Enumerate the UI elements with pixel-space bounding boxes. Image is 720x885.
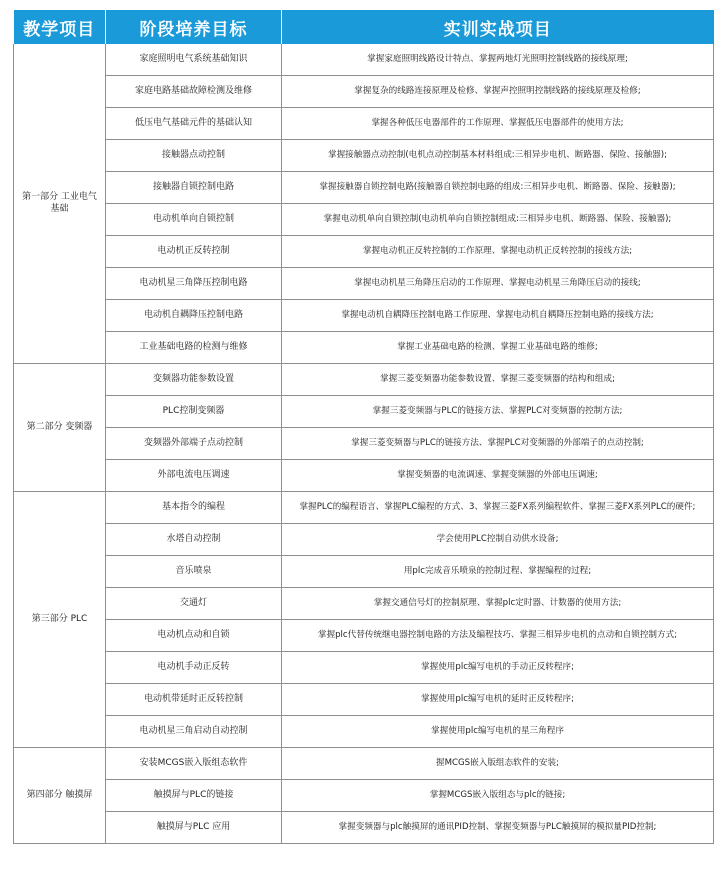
stage-goal-cell: 接触器点动控制	[106, 140, 282, 172]
table-row	[14, 748, 714, 780]
stage-goal-cell: 电动机星三角启动自动控制	[106, 716, 282, 748]
table-row	[14, 300, 714, 332]
table-body	[14, 44, 714, 844]
practical-project-cell: 掌握变频器与plc触摸屏的通讯PID控制、掌握变频器与PLC触摸屏的模拟量PID控制;	[282, 812, 714, 844]
table-row	[14, 620, 714, 652]
header-practical-project: 实训实战项目	[282, 10, 714, 44]
table-row	[14, 204, 714, 236]
table-row	[14, 812, 714, 844]
header-teaching-project: 教学项目	[14, 10, 106, 44]
table-row	[14, 332, 714, 364]
practical-project-cell: 掌握使用plc编写电机的延时正反转程序;	[282, 684, 714, 716]
table-row	[14, 780, 714, 812]
practical-project-cell: 掌握变频器的电流调速、掌握变频器的外部电压调速;	[282, 460, 714, 492]
table-row	[14, 684, 714, 716]
table-row	[14, 268, 714, 300]
stage-goal-cell: 家庭电路基础故障检测及维修	[106, 76, 282, 108]
practical-project-cell: 握MCGS嵌入版组态软件的安装;	[282, 748, 714, 780]
stage-goal-cell: 电动机正反转控制	[106, 236, 282, 268]
practical-project-cell: 掌握电动机星三角降压启动的工作原理、掌握电动机星三角降压启动的接线;	[282, 268, 714, 300]
table-row	[14, 556, 714, 588]
practical-project-cell: 用plc完成音乐喷泉的控制过程、掌握编程的过程;	[282, 556, 714, 588]
table-row	[14, 588, 714, 620]
stage-goal-cell: 变频器功能参数设置	[106, 364, 282, 396]
practical-project-cell: 掌握三菱变频器与PLC的链接方法、掌握PLC对变频器的控制方法;	[282, 396, 714, 428]
practical-project-cell: 掌握各种低压电器部件的工作原理、掌握低压电器部件的使用方法;	[282, 108, 714, 140]
table-row	[14, 140, 714, 172]
stage-goal-cell: 电动机自耦降压控制电路	[106, 300, 282, 332]
practical-project-cell: 掌握接触器点动控制(电机点动控制基本材料组成:三相异步电机、断路器、保险、接触器);	[282, 140, 714, 172]
stage-goal-cell: 触摸屏与PLC的链接	[106, 780, 282, 812]
stage-goal-cell: 变频器外部端子点动控制	[106, 428, 282, 460]
practical-project-cell: 掌握电动机正反转控制的工作原理、掌握电动机正反转控制的接线方法;	[282, 236, 714, 268]
practical-project-cell: 掌握三菱变频器功能参数设置、掌握三菱变频器的结构和组成;	[282, 364, 714, 396]
practical-project-cell: 掌握复杂的线路连接原理及检修、掌握声控照明控制线路的接线原理及检修;	[282, 76, 714, 108]
practical-project-cell: 掌握交通信号灯的控制原理、掌握plc定时器、计数器的使用方法;	[282, 588, 714, 620]
table-row	[14, 44, 714, 76]
stage-goal-cell: 交通灯	[106, 588, 282, 620]
stage-goal-cell: 电动机手动正反转	[106, 652, 282, 684]
practical-project-cell: 掌握三菱变频器与PLC的链接方法、掌握PLC对变频器的外部端子的点动控制;	[282, 428, 714, 460]
curriculum-table	[13, 10, 714, 844]
table-row	[14, 652, 714, 684]
table-row	[14, 108, 714, 140]
header-stage-goal: 阶段培养目标	[106, 10, 282, 44]
practical-project-cell: 掌握接触器自锁控制电路(接触器自锁控制电路的组成:三相异步电机、断路器、保险、接触器);	[282, 172, 714, 204]
stage-goal-cell: PLC控制变频器	[106, 396, 282, 428]
section-title: 第四部分 触摸屏	[14, 748, 106, 844]
practical-project-cell: 掌握MCGS嵌入版组态与plc的链接;	[282, 780, 714, 812]
table-row	[14, 460, 714, 492]
practical-project-cell: 掌握使用plc编写电机的手动正反转程序;	[282, 652, 714, 684]
table-row	[14, 364, 714, 396]
stage-goal-cell: 电动机带延时正反转控制	[106, 684, 282, 716]
practical-project-cell: 学会使用PLC控制自动供水设备;	[282, 524, 714, 556]
stage-goal-cell: 电动机单向自锁控制	[106, 204, 282, 236]
practical-project-cell: 掌握工业基础电路的检测、掌握工业基础电路的维修;	[282, 332, 714, 364]
table-header	[14, 10, 714, 44]
stage-goal-cell: 音乐喷泉	[106, 556, 282, 588]
stage-goal-cell: 触摸屏与PLC 应用	[106, 812, 282, 844]
practical-project-cell: 掌握家庭照明线路设计特点、掌握两地灯光照明控制线路的接线原理;	[282, 44, 714, 76]
table-row	[14, 524, 714, 556]
practical-project-cell: 掌握使用plc编写电机的星三角程序	[282, 716, 714, 748]
stage-goal-cell: 家庭照明电气系统基础知识	[106, 44, 282, 76]
table-row	[14, 396, 714, 428]
stage-goal-cell: 外部电流电压调速	[106, 460, 282, 492]
table-row	[14, 172, 714, 204]
section-title: 第一部分 工业电气基础	[14, 44, 106, 364]
stage-goal-cell: 电动机点动和自锁	[106, 620, 282, 652]
stage-goal-cell: 工业基础电路的检测与维修	[106, 332, 282, 364]
table-row	[14, 76, 714, 108]
stage-goal-cell: 接触器自锁控制电路	[106, 172, 282, 204]
table-row	[14, 492, 714, 524]
section-title: 第二部分 变频器	[14, 364, 106, 492]
header-row	[14, 10, 714, 44]
table-row	[14, 236, 714, 268]
practical-project-cell: 掌握PLC的编程语言、掌握PLC编程的方式、3、掌握三菱FX系列编程软件、掌握三菱FX系列PLC的硬件;	[282, 492, 714, 524]
practical-project-cell: 掌握plc代替传统继电器控制电路的方法及编程技巧、掌握三相异步电机的点动和自锁控制方式;	[282, 620, 714, 652]
table-row	[14, 716, 714, 748]
table-row	[14, 428, 714, 460]
section-title: 第三部分 PLC	[14, 492, 106, 748]
stage-goal-cell: 基本指令的编程	[106, 492, 282, 524]
stage-goal-cell: 安装MCGS嵌入版组态软件	[106, 748, 282, 780]
stage-goal-cell: 水塔自动控制	[106, 524, 282, 556]
stage-goal-cell: 低压电气基础元件的基础认知	[106, 108, 282, 140]
practical-project-cell: 掌握电动机单向自锁控制(电动机单向自锁控制组成:三相异步电机、断路器、保险、接触器);	[282, 204, 714, 236]
stage-goal-cell: 电动机星三角降压控制电路	[106, 268, 282, 300]
practical-project-cell: 掌握电动机自耦降压控制电路工作原理、掌握电动机自耦降压控制电路的接线方法;	[282, 300, 714, 332]
